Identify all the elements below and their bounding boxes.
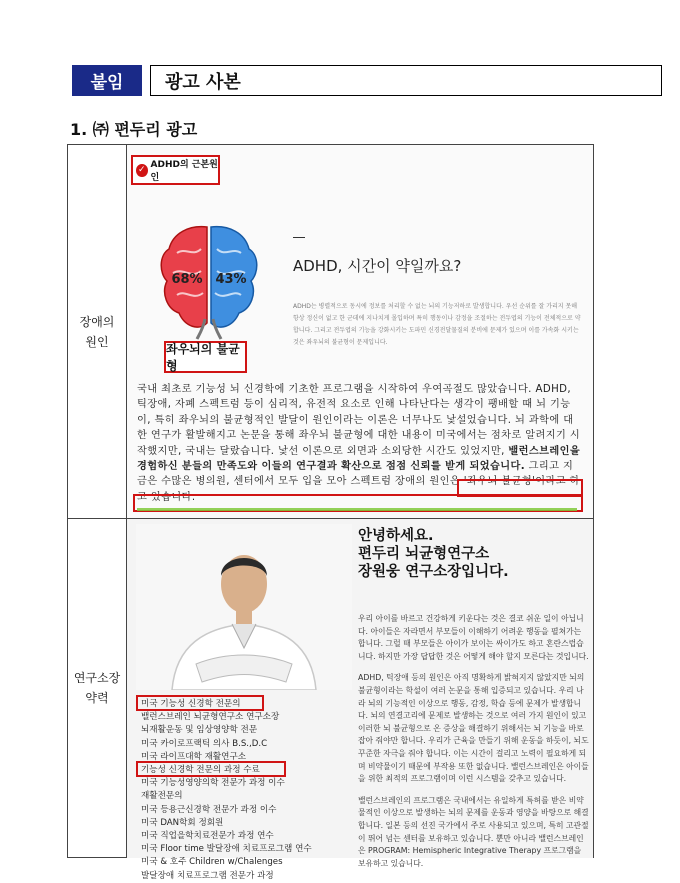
- credential-item: 기능성 신경학 전문의 과정 수료: [141, 765, 260, 776]
- ad-small-text: ADHD는 병렬적으로 동시에 정보를 처리할 수 없는 뇌의 기능저하로 발생합니다. 우선 순위를 잘 가리지 못해 항상 정신이 없고 한 군데에 지나치게 몰입하며 특히 행동이나 감정을 조절하는 전두엽의 기능이 전체적으로 약합니다. 그리고 전두엽의 기능을 강화시키는 도파민 신경전달물질의 분비에 문제가 있으며 이를 가속화 시키는 것은 좌우뇌의 불균형이 문제입니다.: [293, 303, 581, 346]
- credential-item: 미국 Floor time 발달장애 치료프로그램 연수: [141, 844, 312, 855]
- credential-item: 미국 카이로프랙틱 의사 B.S.,D.C: [141, 738, 268, 749]
- attachment-tag: 붙임: [72, 65, 142, 96]
- credential-item: 미국 직업을학치료전문가 과정 연수: [141, 831, 274, 842]
- bio-paragraph: 밸런스브레인의 프로그램은 국내에서는 유일하게 특허를 받은 비약물적인 이상으로 발생하는 뇌의 문제를 운동과 영양을 바탕으로 해결합니다. 일본 등의 선진 국가에서 주로 사용되고 있으며, 특히 고관절이 뛰어 넘는 센터를 보유하고 있습니다. 뿐만 아니라 밸런스브레인은 PROGRAM: Hemispheric Integrative Therapy 프로그램을 보유하고 있습니다.: [358, 795, 589, 868]
- director-photo: [136, 524, 352, 690]
- credential-item: 미국 기능성 신경학 전문의: [141, 699, 241, 709]
- ad-image-cause: [127, 145, 593, 518]
- bio-paragraph: 우리 아이를 바르고 건강하게 키운다는 것은 결코 쉬운 일이 아닙니다. 아이들은 자라면서 부모들이 이해하기 어려운 행동을 펼쳐가는 합니다. 그럴 때 부모들은 아이가 보이는 싸이가도 하고 혼란스럽습니다. 하지만 가장 답답한 것은 어떻게 해야 할지 모른다는 것입니다.: [358, 614, 589, 661]
- right-brain-percent: 43%: [215, 272, 247, 287]
- credential-item: 미국 & 호주 Children w/Chalenges: [141, 857, 283, 868]
- credential-item: 뇌재활운동 및 임상영양학 전문: [141, 725, 258, 736]
- director-portrait: [136, 524, 352, 690]
- ad-body-bold: 밸런스브레인을 경험하신 분들의 만족도와 이들의 연구결과 확산으로 점점 신뢰를 받게 되었습니다.: [137, 445, 581, 473]
- headline-dash: [293, 237, 305, 238]
- brain-imbalance-label: 좌우뇌의 불균형: [164, 341, 247, 373]
- credentials-list: [141, 698, 351, 883]
- greeting: 안녕하세요. 편두리 뇌균형연구소 장원웅 연구소장입니다.: [358, 528, 509, 580]
- document-title: 광고 사본: [150, 65, 662, 96]
- ad-body-part-1: 국내 최초로 기능성 뇌 신경학에 기초한 프로그램을 시작하여 우여곡절도 많았습니다. ADHD, 틱장애, 자폐 스펙트럼 등이 심리적, 유전적 요소로 인해 나타난다는 생각이 팽배할 때 뇌 기능이, 특히 좌우뇌의 불균형적인 발달이 원인이라는 이론은 너무나도 낯설었습니다. 뇌 과학에 대한 연구가 활발해지고 논문을 통해 좌우뇌 불균형에 대한 내용이 미국에서는 점차로 알려지기 시작했지만, 국내는 달랐습니다. 낯선 이론으로 외면과 소외당한 시간도 있었지만,: [137, 384, 581, 457]
- credential-item: 미국 DAN학회 정회원: [141, 817, 224, 828]
- highlight-box-credential-2: [136, 761, 286, 777]
- highlight-box-credential-1: [136, 695, 264, 711]
- bio-paragraph: ADHD, 틱장애 등의 원인은 아직 명확하게 밝혀지지 않았지만 뇌의 불균형이라는 학설이 여러 논문을 통해 입증되고 있습니다. 우리 나라 뇌의 기능적인 이상으로 행동, 감정, 학습 등에 문제가 발생합니다. 뇌의 연결고리에 문제로 발생하는 것으로 여러 가지 원인이 있고 이러한 뇌 불균형으로 온 증상을 해결하기 위해서는 뇌 기능을 바로잡아 줘야만 합니다. 우리가 근육을 만들기 위해 운동을 하듯이, 뇌도 꾸준한 자극을 줘야 합니다. 이는 시간이 걸리고 노력이 필요하게 되며 비약물이기 때문에 부작용 또한 없습니다. 밸런스브레인은 아이들을 위한 최적의 프로그램이며 이런 시스템을 갖추고 있습니다.: [358, 673, 589, 784]
- ad-copy-table: [67, 144, 594, 881]
- ad-body-part-2: 그리고 지금은 수많은 병의원, 센터에서 모두 입을 모아 스펙트럼 장애의 원인은 '좌우뇌 불균형'이라고 하고 있습니다.: [137, 461, 580, 503]
- credential-item: 재활전문의: [141, 791, 183, 802]
- ad-image-profile: [127, 519, 593, 881]
- row-label-cause: 장애의 원인: [68, 145, 127, 518]
- adhd-cause-badge: [131, 155, 220, 185]
- credential-item: 밸런스브레인 뇌균형연구소 연구소장: [141, 712, 280, 723]
- attachment-header: [72, 65, 662, 96]
- brain-illustration: [159, 223, 259, 341]
- credential-item: 미국 등용근신경학 전문가 과정 이수: [141, 804, 277, 815]
- section-title: 1. ㈜ 편두리 광고: [70, 120, 198, 139]
- bio-text: [358, 613, 590, 879]
- row-label-profile: 연구소장 약력: [68, 518, 127, 858]
- adhd-cause-badge-label: ADHD의 근본원인: [150, 160, 218, 183]
- credential-item: 미국 라이프대학 재활연구소: [141, 751, 247, 762]
- credential-item: 미국 기능성영양의학 전문가 과정 이수: [141, 778, 285, 789]
- green-underline: [137, 508, 577, 511]
- credential-item: 발달장애 치료프로그램 전문가 과정: [141, 870, 274, 881]
- check-icon: ✓: [137, 165, 146, 175]
- left-brain-percent: 68%: [171, 272, 203, 287]
- ad-headline: ADHD, 시간이 약일까요?: [293, 257, 462, 275]
